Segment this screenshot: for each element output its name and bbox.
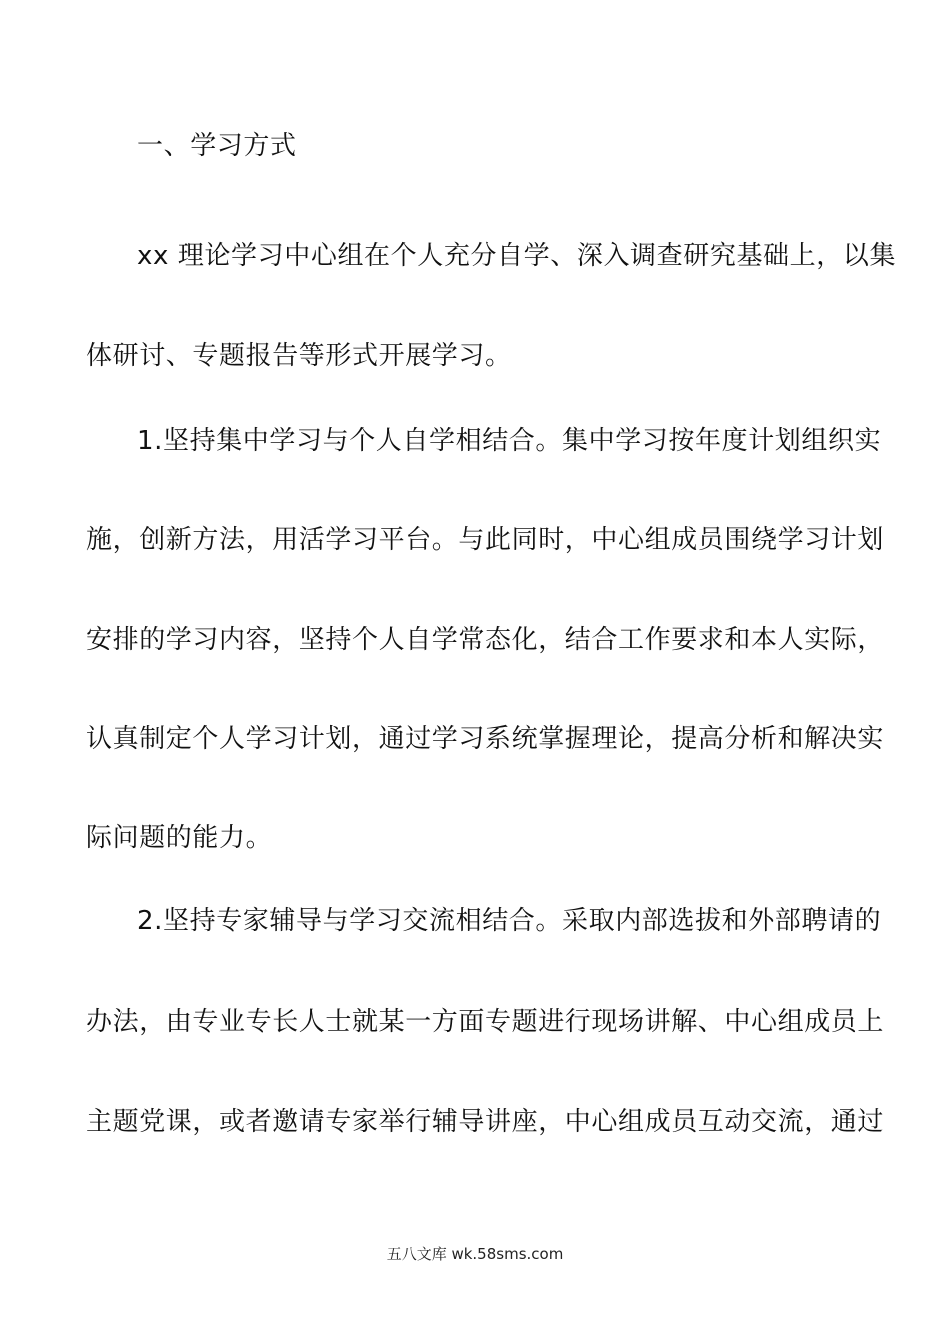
paragraph-intro-line-1: xx 理论学习中心组在个人充分自学、深入调查研究基础上，以集 (137, 241, 897, 271)
paragraph-1-line-4: 认真制定个人学习计划，通过学习系统掌握理论，提高分析和解决实 (86, 724, 885, 754)
paragraph-2-line-1: 2.坚持专家辅导与学习交流相结合。采取内部选拔和外部聘请的 (137, 906, 882, 936)
paragraph-1-line-2: 施，创新方法，用活学习平台。与此同时，中心组成员围绕学习计划 (86, 525, 885, 555)
paragraph-intro-line-2: 体研讨、专题报告等形式开展学习。 (86, 341, 512, 371)
paragraph-1-line-3: 安排的学习内容，坚持个人自学常态化，结合工作要求和本人实际， (86, 625, 885, 655)
paragraph-2-line-2: 办法，由专业专长人士就某一方面专题进行现场讲解、中心组成员上 (86, 1007, 885, 1037)
paragraph-2-line-3: 主题党课，或者邀请专家举行辅导讲座，中心组成员互动交流，通过 (86, 1107, 885, 1137)
section-heading: 一、学习方式 (137, 131, 297, 161)
footer-watermark: 五八文库 wk.58sms.com (386, 1245, 564, 1263)
paragraph-1-line-5: 际问题的能力。 (86, 823, 273, 853)
paragraph-1-line-1: 1.坚持集中学习与个人自学相结合。集中学习按年度计划组织实 (137, 426, 882, 456)
